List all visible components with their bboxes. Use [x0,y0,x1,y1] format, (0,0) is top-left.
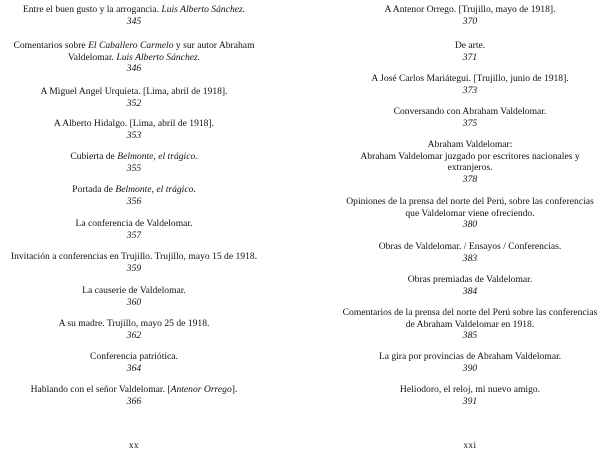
entry-title: La conferencia de Valdelomar. [75,218,193,229]
entry-title: Obras premiadas de Valdelomar. [407,274,533,285]
entry-title: De arte. [454,40,486,51]
entry-title: A José Carlos Mariátegui. [Trujillo, junio de 1918]. [371,73,569,84]
toc-entry [0,218,268,241]
entry-page-number: 353 [126,129,142,141]
toc-entry [340,351,600,374]
entry-title-italic: Belmonte, el trágico. [115,184,196,195]
entry-page-number: 352 [126,97,142,109]
toc-entry [340,40,600,63]
entry-page-number: 383 [462,252,478,264]
entry-title: A su madre. Trujillo, mayo 25 de 1918. [58,318,210,329]
entry-page-number: 385 [462,330,478,342]
entry-title-cont: Abraham Valdelomar juzgado por escritores nacionales y extranjeros. [360,150,580,174]
toc-entry [0,86,268,109]
entry-title-italic: Antenor Orrego [170,384,232,395]
entry-title: Entre el buen gusto y la arrogancia. [22,4,162,15]
toc-entry [0,318,268,341]
entry-page-number: 384 [462,285,478,297]
right-page [340,0,600,455]
entry-title-italic: Luis Alberto Sánchez. [116,51,201,63]
page-folio: xxi [463,440,477,450]
entry-page-number: 356 [126,195,142,207]
entry-page-number: 378 [462,173,478,185]
toc-entry [340,384,600,407]
toc-entry [340,106,600,129]
page-folio: xx [129,440,139,450]
entry-page-number: 370 [462,15,478,27]
entry-page-number: 359 [126,262,142,274]
entry-page-number: 375 [462,117,478,129]
entry-title: Obras de Valdelomar. / Ensayos / Conferencias. [378,241,562,252]
toc-entry [340,307,600,342]
entry-title: La causerie de Valdelomar. [82,285,186,296]
toc-entry [0,4,268,27]
entry-page-number: 380 [462,219,478,231]
entry-page-number: 391 [462,395,478,407]
entry-title: Comentarios de la prensa del norte del Perú sobre las conferencias de Abraham Valdelomar en 1918. [342,307,598,330]
toc-entry [0,40,268,75]
entry-page-number: 360 [126,296,142,308]
toc-entry [0,285,268,308]
entry-title-cont: ]. [231,384,238,395]
entry-title: Portada de [72,184,116,195]
entry-page-number: 362 [126,329,142,341]
entry-title-italic: Belmonte, el trágico. [117,151,198,162]
toc-entry [0,384,268,407]
toc-entry [340,196,600,231]
toc-entry [340,274,600,297]
left-page [0,0,268,455]
toc-entry [0,151,268,174]
entry-title-cont: y sur autor Abraham Valdelomar. [67,40,255,63]
entry-title: Conversando con Abraham Valdelomar. [393,106,547,117]
entry-page-number: 345 [126,15,142,27]
entry-title: Abraham Valdelomar: [427,139,513,150]
toc-entry [0,118,268,141]
entry-page-number: 373 [462,84,478,96]
entry-page-number: 371 [462,51,478,63]
toc-entry [0,351,268,374]
entry-title: Opiniones de la prensa del norte del Perú, sobre las conferencias que Valdelomar viene ofreciendo. [346,196,594,219]
entry-title: Invitación a conferencias en Trujillo. Trujillo, mayo 15 de 1918. [10,251,258,262]
toc-entry [340,73,600,96]
entry-title: A Antenor Orrego. [Trujillo, mayo de 1918]. [384,4,556,15]
entry-title: A Miguel Angel Urquieta. [Lima, abril de 1918]. [40,86,228,97]
toc-entry [0,184,268,207]
entry-page-number: 346 [126,63,142,75]
entry-page-number: 355 [126,162,142,174]
entry-page-number: 366 [126,395,142,407]
entry-title-italic: Luis Alberto Sánchez. [161,4,246,15]
entry-page-number: 357 [126,229,142,241]
entry-page-number: 364 [126,362,142,374]
entry-title: Heliodoro, el reloj, mi nuevo amigo. [399,384,541,395]
entry-title: Hablando con el señor Valdelomar. [ [30,384,171,395]
entry-title: Comentarios sobre [13,40,89,51]
toc-entry [340,139,600,185]
entry-page-number: 390 [462,362,478,374]
toc-entry [340,241,600,264]
toc-entry [340,4,600,27]
entry-title: A Alberto Hidalgo. [Lima, abril de 1918]. [53,118,215,129]
entry-title-italic: El Caballero Carmelo [88,40,174,51]
entry-title: Conferencia patriótica. [90,351,178,362]
toc-entry [0,251,268,274]
entry-title: La gira por provincias de Abraham Valdelomar. [378,351,562,362]
entry-title: Cubierta de [70,151,118,162]
